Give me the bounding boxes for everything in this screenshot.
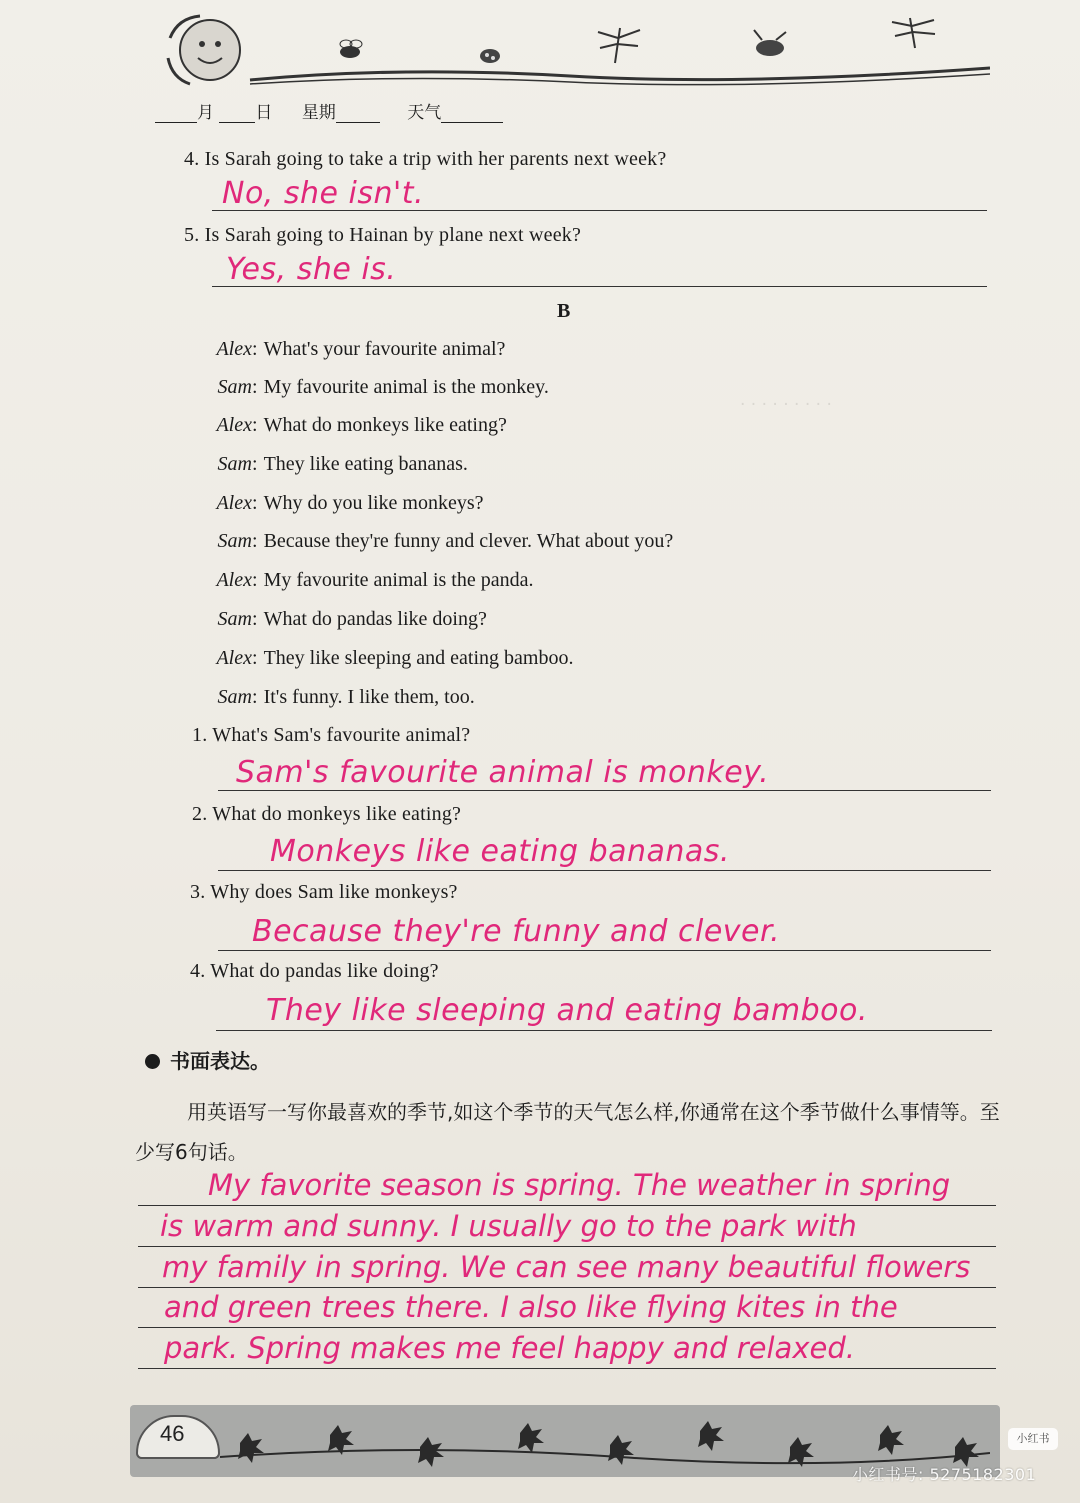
writing-instruction: 用英语写一写你最喜欢的季节,如这个季节的天气怎么样,你通常在这个季节做什么事情等。至少写6句话。 — [135, 1100, 1000, 1164]
question-number: 2. — [192, 803, 208, 825]
date-weather-line — [155, 98, 515, 124]
speaker: Sam — [217, 608, 252, 630]
dialogue-line: Alex: They like sleeping and eating bamboo. — [194, 647, 573, 670]
question-b1 — [192, 724, 470, 747]
sun-icon — [168, 16, 240, 84]
question-text: What do monkeys like eating? — [212, 803, 462, 825]
speaker: Alex — [216, 338, 252, 360]
answer-b3[interactable]: Because they're funny and clever. — [252, 914, 781, 949]
answer-line — [218, 950, 991, 951]
bullet-icon — [145, 1054, 160, 1069]
dialogue-text: It's funny. I like them, too. — [263, 686, 475, 708]
question-b3 — [190, 881, 458, 904]
answer-line — [218, 790, 991, 791]
dialogue-line: Sam: My favourite animal is the monkey. — [194, 376, 549, 399]
bee-icon — [340, 40, 362, 58]
question-text: What do pandas like doing? — [210, 960, 439, 982]
month-blank[interactable] — [155, 104, 197, 123]
page-number: 46 — [160, 1421, 185, 1446]
question-number: 3. — [190, 881, 206, 903]
speaker: Sam — [217, 530, 252, 552]
question-text: Is Sarah going to take a trip with her parents next week? — [204, 148, 667, 170]
weekday-blank[interactable] — [336, 104, 380, 123]
dialogue-text: My favourite animal is the monkey. — [263, 376, 549, 398]
month-label: 月 — [197, 103, 214, 123]
dialogue-text: They like sleeping and eating bamboo. — [263, 647, 574, 669]
speaker: Sam — [217, 453, 252, 475]
answer-line — [216, 1030, 992, 1031]
day-label: 日 — [255, 103, 273, 123]
speaker: Alex — [216, 569, 252, 591]
dialogue-text: What do monkeys like eating? — [263, 414, 507, 436]
dragonfly-icon-2 — [892, 18, 935, 48]
essay-line-1[interactable]: My favorite season is spring. The weather in spring — [208, 1168, 951, 1202]
essay-rule — [138, 1368, 996, 1369]
answer-a4[interactable]: No, she isn't. — [222, 176, 425, 211]
section-b-heading: B — [557, 300, 571, 322]
dialogue-line: Sam: Because they're funny and clever. What about you? — [194, 530, 673, 553]
ladybug-icon — [480, 49, 500, 63]
watermark-text: 小红书号: 5275182301 — [852, 1465, 1037, 1484]
dialogue-line: Alex: Why do you like monkeys? — [194, 492, 484, 515]
dialogue-text: They like eating bananas. — [263, 453, 468, 475]
weekday-label: 星期 — [301, 103, 336, 123]
question-number: 4. — [184, 148, 200, 170]
speaker: Alex — [216, 492, 252, 514]
header-vine — [250, 68, 990, 80]
question-number: 5. — [184, 224, 200, 246]
answer-a5[interactable]: Yes, she is. — [226, 252, 397, 287]
speaker: Alex — [216, 647, 252, 669]
dragonfly-icon — [598, 28, 640, 63]
question-text: Why does Sam like monkeys? — [210, 881, 458, 903]
answer-b1[interactable]: Sam's favourite animal is monkey. — [236, 755, 770, 790]
xiaohongshu-logo: 小红书 — [1008, 1428, 1058, 1450]
answer-line — [218, 870, 991, 871]
dialogue-line: Sam: It's funny. I like them, too. — [194, 686, 475, 709]
question-text: What's Sam's favourite animal? — [212, 724, 471, 746]
dialogue-line: Sam: They like eating bananas. — [194, 453, 468, 476]
essay-line-2[interactable]: is warm and sunny. I usually go to the park with — [160, 1209, 857, 1243]
essay-line-4[interactable]: and green trees there. I also like flying kites in the — [164, 1290, 898, 1324]
answer-b4[interactable]: They like sleeping and eating bamboo. — [266, 993, 868, 1028]
dialogue-text: Why do you like monkeys? — [263, 492, 484, 514]
dialogue-line: Alex: What's your favourite animal? — [194, 338, 505, 361]
answer-line — [212, 286, 987, 287]
writing-section-title — [145, 1045, 270, 1074]
essay-line-5[interactable]: park. Spring makes me feel happy and relaxed. — [164, 1331, 855, 1365]
weather-label: 天气 — [407, 103, 442, 123]
header-decoration — [150, 8, 990, 98]
dialogue-text: What do pandas like doing? — [263, 608, 487, 630]
dialogue-text: Because they're funny and clever. What about you? — [263, 530, 674, 552]
bleed-through-text: · · · · · · · · · — [740, 395, 832, 415]
question-b2 — [192, 803, 461, 826]
speaker: Sam — [217, 686, 252, 708]
dialogue-line: Alex: My favourite animal is the panda. — [194, 569, 533, 592]
dialogue-text: My favourite animal is the panda. — [263, 569, 534, 591]
essay-rule — [138, 1246, 996, 1247]
question-a5 — [184, 224, 581, 247]
day-blank[interactable] — [219, 104, 255, 123]
question-text: Is Sarah going to Hainan by plane next week? — [204, 224, 582, 246]
dialogue-line: Sam: What do pandas like doing? — [194, 608, 487, 631]
dialogue-line: Alex: What do monkeys like eating? — [194, 414, 507, 437]
answer-b2[interactable]: Monkeys like eating bananas. — [270, 834, 730, 869]
question-b4 — [190, 960, 439, 983]
writing-title-text: 书面表达。 — [170, 1049, 270, 1073]
essay-line-3[interactable]: my family in spring. We can see many beautiful flowers — [162, 1250, 971, 1284]
question-number: 1. — [192, 724, 208, 746]
question-number: 4. — [190, 960, 206, 982]
essay-rule — [138, 1287, 996, 1288]
dialogue-text: What's your favourite animal? — [263, 338, 506, 360]
weather-blank[interactable] — [441, 104, 503, 123]
speaker: Sam — [217, 376, 252, 398]
essay-rule — [138, 1327, 996, 1328]
essay-rule — [138, 1205, 996, 1206]
wasp-icon — [754, 30, 786, 56]
question-a4 — [184, 148, 666, 171]
answer-line — [212, 210, 987, 211]
speaker: Alex — [216, 414, 252, 436]
